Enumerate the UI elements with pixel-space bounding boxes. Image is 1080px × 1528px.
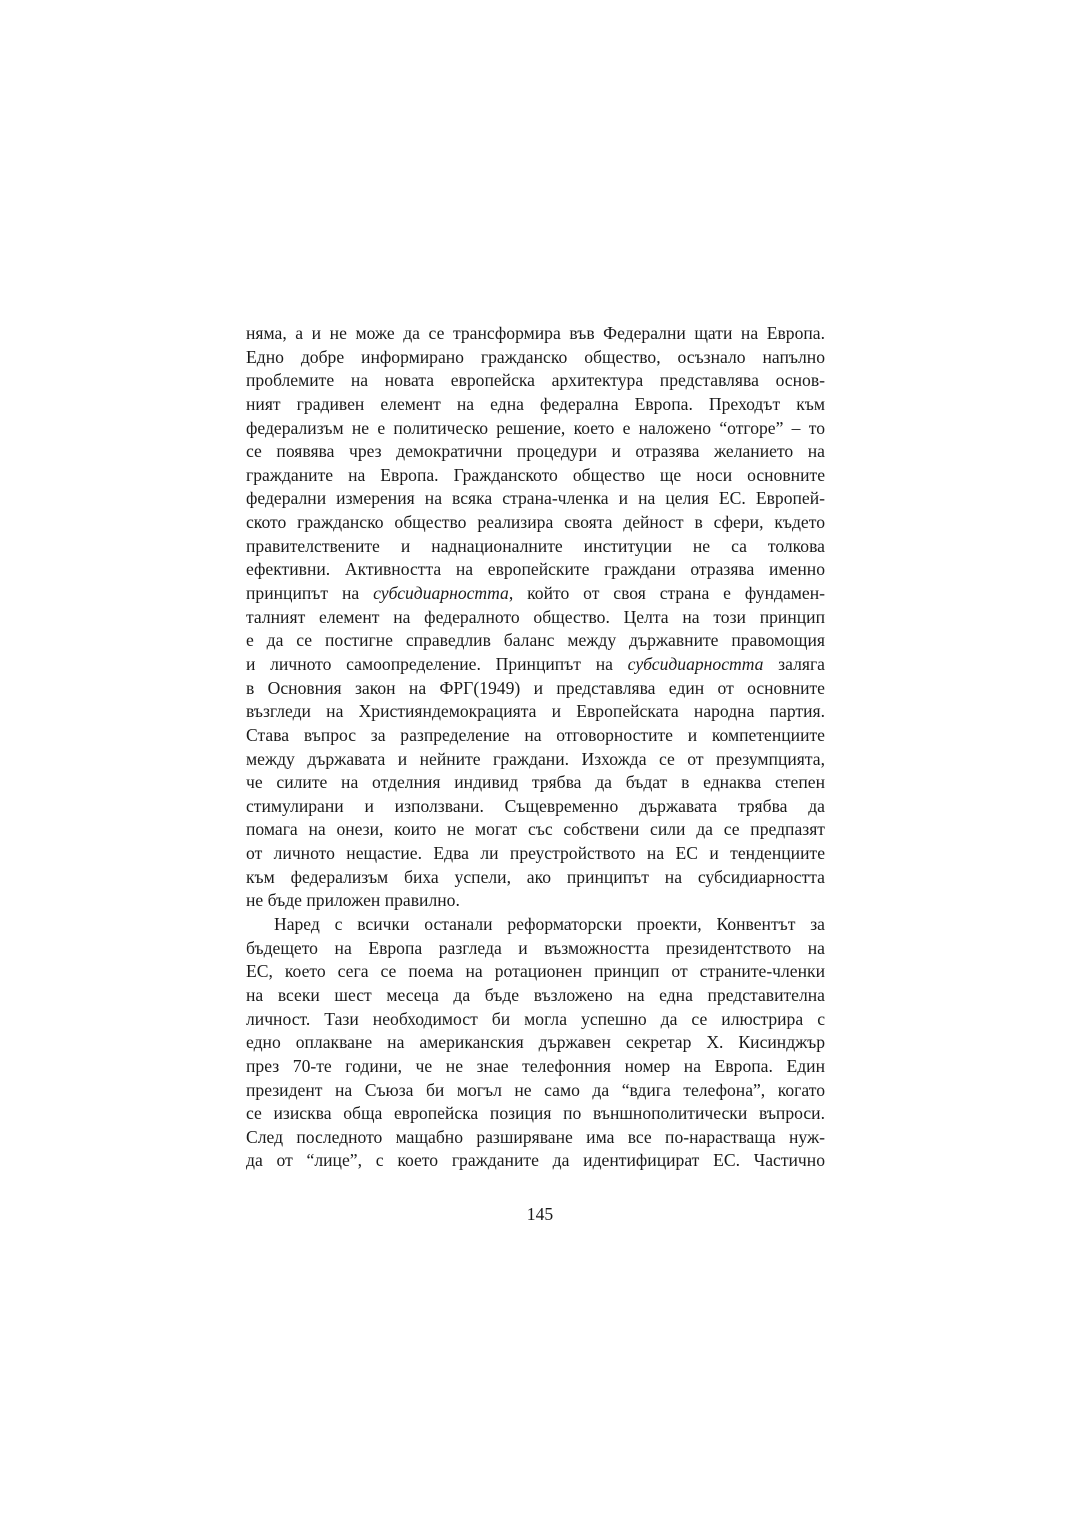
text-line: между държавата и нейните граждани. Изхожда се от презумпцията, xyxy=(246,748,825,769)
text-line xyxy=(246,653,825,677)
text-line: едно оплакване на американския държавен секретар Х. Кисинджър xyxy=(246,1032,825,1053)
text-line: ЕС, което сега се поема на ротационен принцип от страните-членки xyxy=(246,961,825,982)
text-line: възгледи на Християндемокрацията и Европейската народна партия. xyxy=(246,701,825,722)
paragraph-1 xyxy=(246,322,825,913)
text-line: гражданите на Европа. Гражданското общество ще носи основните xyxy=(246,464,825,485)
text-segment: , който от своя страна е фундамен- xyxy=(508,583,825,604)
text-line: ният градивен елемент на една федерална Европа. Преходът към xyxy=(246,393,825,414)
text-line: на всеки шест месеца да бъде възложено на една представителна xyxy=(246,984,825,1005)
text-line: Наред с всички останали реформаторски проекти, Конвентът за xyxy=(274,914,825,935)
text-segment: заляга xyxy=(763,653,825,674)
text-line: Едно добре информирано гражданско общество, осъзнало напълно xyxy=(246,346,825,367)
text-line: че силите на отделния индивид трябва да бъдат в еднаква степен xyxy=(246,772,825,793)
text-line: правителствените и наднационалните институции не са толкова xyxy=(246,535,825,556)
text-line: в Основния закон на ФРГ(1949) и представлява един от основните xyxy=(246,677,825,698)
emphasis-term: субсидиарността xyxy=(373,583,509,604)
text-line: през 70-те години, че не знае телефонния номер на Европа. Един xyxy=(246,1055,825,1076)
text-line: е да се постигне справедлив баланс между държавните правомощия xyxy=(246,630,825,651)
text-line: се изисква обща европейска позиция по външнополитически въпроси. xyxy=(246,1103,825,1124)
body-text xyxy=(246,322,825,1173)
text-line: ското гражданско общество реализира своята дейност в сфери, където xyxy=(246,512,825,533)
text-segment: и личното самоопределение. Принципът на xyxy=(246,653,628,674)
paragraph-2 xyxy=(246,913,825,1173)
text-segment: принципът на xyxy=(246,583,374,604)
text-line: Става въпрос за разпределение на отговорностите и компетенциите xyxy=(246,724,825,745)
text-line: помага на онези, които не могат със собствени сили да се предпазят xyxy=(246,819,825,840)
text-line: След последното мащабно разширяване има все по-нарастваща нуж- xyxy=(246,1126,825,1147)
text-line: няма, а и не може да се трансформира във Федерални щати на Европа. xyxy=(246,323,825,343)
text-line: да от “лице”, с което гражданите да идентифицират ЕС. Частично xyxy=(246,1150,825,1171)
text-line: към федерализъм биха успели, ако принципът на субсидиарността xyxy=(246,866,825,887)
emphasis-term: субсидиарността xyxy=(627,653,764,674)
text-line: президент на Съюза би могъл не само да “вдига телефона”, когато xyxy=(246,1079,825,1100)
text-line: талният елемент на федералното общество. Целта на този принцип xyxy=(246,606,825,627)
text-line: от личното нещастие. Едва ли преустройството на ЕС и тенденциите xyxy=(246,843,825,864)
text-line: се появява чрез демократични процедури и отразява желанието на xyxy=(246,441,825,462)
page-number: 145 xyxy=(526,1204,554,1224)
text-line: бъдещето на Европа разгледа и възможността президентството на xyxy=(246,937,825,958)
text-line xyxy=(246,582,825,606)
text-line: федерални измерения на всяка страна-членка и на целия ЕС. Европей- xyxy=(246,488,825,509)
text-line: ефективни. Активността на европейските граждани отразява именно xyxy=(246,559,825,580)
text-line: стимулирани и използвани. Същевременно държавата трябва да xyxy=(246,795,825,816)
text-line: не бъде приложен правилно. xyxy=(246,890,460,911)
text-line: личност. Тази необходимост би могла успешно да се илюстрира с xyxy=(246,1008,825,1029)
text-line: федерализъм не е политическо решение, което е наложено “отгоре” – то xyxy=(246,417,825,438)
text-line: проблемите на новата европейска архитектура представлява основ- xyxy=(246,370,825,391)
